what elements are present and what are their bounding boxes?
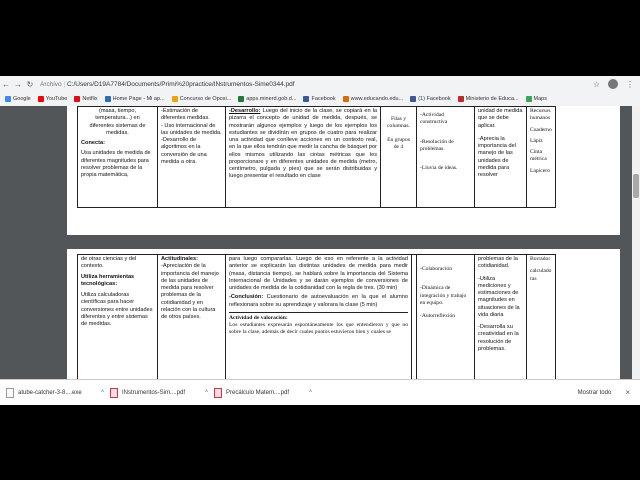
recursos-cell: Borrador calculadoras <box>527 255 556 380</box>
indicadores-cell: unidad de medida que se debe aplicar. -Aprecia la importancia del manejo de las unidades de medida para resolver <box>475 107 527 208</box>
lesson-table <box>77 106 556 208</box>
flag-icon <box>458 96 464 102</box>
bookmark-item[interactable]: (1) Facebook <box>410 96 450 102</box>
google-icon <box>5 96 11 102</box>
bookmark-item[interactable]: YouTube <box>38 96 68 102</box>
lesson-table <box>77 254 556 379</box>
bookmark-item[interactable]: Facebook <box>303 96 335 102</box>
bookmark-item[interactable]: www.educando.edu... <box>343 96 404 102</box>
profile-avatar[interactable] <box>608 79 618 89</box>
competencias-cell: de otras ciencias y del contexto. Utiliza herramientas tecnológicas: Utiliza calculadoras científicas para hacer conversiones entre unidades diferentes y entre sistemas de medidas. <box>78 255 158 380</box>
chevron-up-icon[interactable]: ^ <box>101 389 104 396</box>
page-icon <box>238 96 244 102</box>
recursos-cell: Recursos humanos Cuaderno Lápiz Cinta métrica Lapicero <box>527 107 556 208</box>
url-path: C:/Users/D19A7784/Documents/Primi%20practice/INstrumentos-Sime0344.pdf <box>67 80 295 88</box>
competencias-cell: (masa, tiempo, temperatura...) en diferentes sistemas de medidas. Conecta: Usa unidades de medida de diferentes magnitudes para resolver problemas de la propia matemática, <box>78 107 158 208</box>
pdf-file-icon <box>214 388 222 398</box>
bookmark-item[interactable]: Home Page - Mi ap... <box>105 96 165 102</box>
chevron-up-icon[interactable]: ^ <box>309 389 312 396</box>
download-item[interactable]: Precálculo Matem....pdf ^ <box>214 384 312 402</box>
bookmark-item[interactable]: Concurso de Oposi... <box>172 96 232 102</box>
show-all-button[interactable]: Mostrar todo <box>577 389 612 396</box>
menu-icon[interactable]: ⋮ <box>626 79 634 89</box>
video-letterbox-top <box>0 0 640 76</box>
page-icon <box>343 96 349 102</box>
contenidos-cell: Actitudinales: -Apreciación de la importancia del manejo de las unidades de medida para resolver problemas de la cotidianidad y en relación con la cultura de otros países. <box>158 255 226 380</box>
url-scheme: Archivo <box>40 80 62 88</box>
netflix-icon <box>74 96 80 102</box>
pdf-page <box>67 106 620 235</box>
maps-icon <box>526 96 532 102</box>
page-icon <box>105 96 111 102</box>
scrollbar-thumb[interactable] <box>633 174 639 198</box>
youtube-icon <box>38 96 44 102</box>
contenidos-cell: -Estimación de diferentes medidas. - Uso internacional de las unidades de medida. -Desarrollo de algoritmos en la conversión de una medida a otra. <box>158 107 226 208</box>
estrategias-cell: para luego compararlas. Luego de eso en referente a la actividad anterior se explicarán las distintas unidades de medida para medir (masa, distancia tiempo), se hablará sobre la importancia del Sistema Internacional de Unidades y se darán ejemplos de conversiones de unidades de medida de la cotidianidad con la regla de tres. (30 min) -Conclusión: Cuestionario de autoevaluación en la que el alumno reflexionara sobre su aprendizaje y valorara la clase (5 min) Actividad de valoración: Los estudiantes expresarán espontáneamente los que entendieron y que no sobre la clase, además de decir cuales puntos estuvieron bien y cuales se <box>226 255 412 380</box>
bookmarks-bar <box>0 92 640 106</box>
page-icon <box>172 96 178 102</box>
address-bar <box>0 76 640 92</box>
bookmark-item[interactable]: Google <box>5 96 31 102</box>
bookmark-star-icon[interactable]: ☆ <box>592 79 600 89</box>
file-icon <box>6 388 14 398</box>
bookmark-item[interactable]: apps.minerd.gob.d... <box>238 96 296 102</box>
bookmark-item[interactable]: Ministerio de Educa... <box>458 96 519 102</box>
estrategias-cell: -Desarrollo: Luego del inicio de la clase, se copiará en la pizarra el concepto de unidad de medida, después, se mostrarán algunos ejemplos y luego de los ejemplos los estudiantes se dividirán en grupos de cuatro para realizar una actividad que conlleve acciones en un contexto real, en la que ellos tendrán que medir la cancha de básquet por ellos mismos utilizando las cintas métricas que les proporcionare y en diferentes unidades de medida (metro, centímetro, pulgada y pies) que se serán distribuidas y luego presentar el resultado en clase <box>226 107 381 208</box>
pdf-viewer[interactable] <box>0 106 640 379</box>
url-field[interactable]: Archivo | C:/Users/D19A7784/Documents/Primi%20practice/INstrumentos-Sime0344.pdf <box>40 80 295 88</box>
actividades-cell: -Actividad constructiva -Resolución de problemas. -Lluvia de ideas. <box>417 107 475 208</box>
pdf-page <box>67 249 620 379</box>
close-icon[interactable]: × <box>625 388 630 397</box>
pdf-file-icon <box>110 388 118 398</box>
downloads-bar <box>0 379 640 405</box>
bookmark-item[interactable]: Netflix <box>74 96 97 102</box>
facebook-icon <box>410 96 416 102</box>
viewer-scrollbar[interactable] <box>632 106 640 379</box>
actividades-cell: -Colaboración -Dinámica de integración y trabajo en equipo. -Autorreflexión <box>417 255 475 380</box>
download-item[interactable]: INstrumentos-Sim....pdf ^ <box>110 384 208 402</box>
organizacion-cell: Filas y columnas. En grupos de 4 <box>381 107 417 208</box>
facebook-icon <box>303 96 309 102</box>
back-icon[interactable]: ← <box>2 79 10 89</box>
video-letterbox-bottom <box>0 405 640 480</box>
reload-icon[interactable]: ↻ <box>26 79 34 89</box>
indicadores-cell: problemas de la cotidianidad. -Utiliza mediciones y estimaciones de magnitudes en situaciones de la vida diaria -Desarrolla su creatividad en la resolución de problemas. <box>475 255 527 380</box>
chevron-up-icon[interactable]: ^ <box>205 389 208 396</box>
forward-icon[interactable]: → <box>14 79 22 89</box>
download-item[interactable]: atube-catcher-3-8....exe ^ <box>6 384 104 402</box>
bookmark-item[interactable]: Maps <box>526 96 547 102</box>
